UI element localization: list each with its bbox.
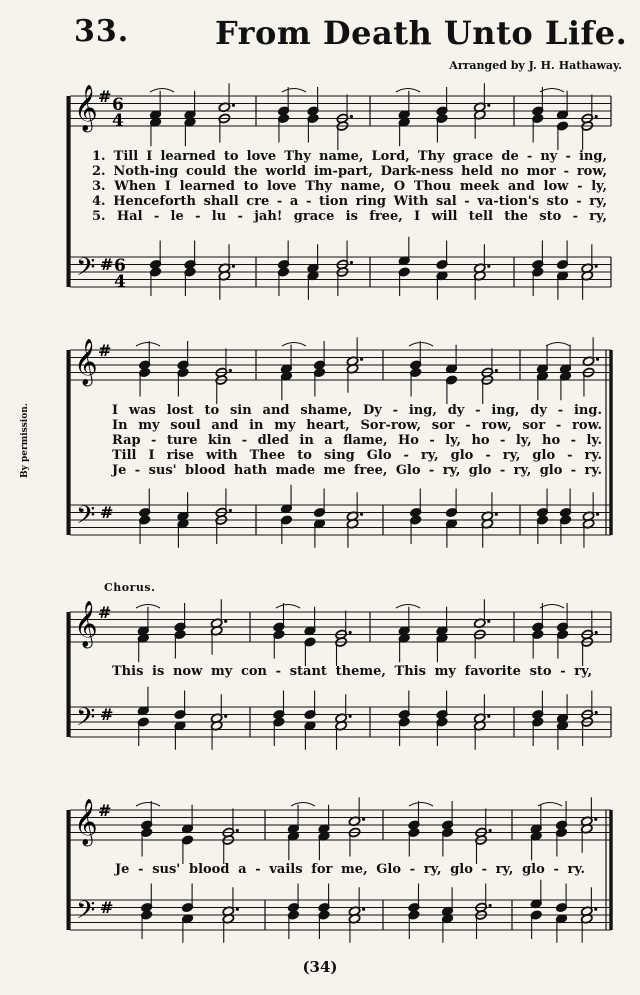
note-dot bbox=[595, 711, 598, 714]
treble-clef: 𝄞 bbox=[74, 799, 98, 845]
note-dot bbox=[349, 715, 352, 718]
note-dot bbox=[489, 829, 492, 832]
note-dot bbox=[489, 904, 492, 907]
note-dot bbox=[360, 358, 363, 361]
key-signature-sharp: # bbox=[100, 255, 114, 274]
key-signature-sharp: # bbox=[98, 801, 112, 820]
slur bbox=[150, 89, 174, 93]
key-signature-sharp: # bbox=[98, 87, 112, 106]
bass-clef: 𝄢 bbox=[76, 896, 96, 931]
time-signature-bottom: 4 bbox=[114, 272, 126, 292]
hymn-title: From Death Unto Life. bbox=[215, 14, 628, 52]
treble-clef: 𝄞 bbox=[74, 339, 98, 385]
slur bbox=[136, 803, 160, 807]
permission-note: By permission. bbox=[20, 403, 30, 478]
note-dot bbox=[362, 908, 365, 911]
note-dot bbox=[595, 115, 598, 118]
verse-2-line-2: In my soul and in my heart, Sor-row, sor - row, sor - row. bbox=[112, 418, 602, 433]
slur bbox=[282, 89, 306, 93]
note-dot bbox=[224, 715, 227, 718]
bass-clef: 𝄢 bbox=[76, 501, 96, 536]
note-dot bbox=[229, 509, 232, 512]
verse-3-line-2: Rap - ture kin - dled in a flame, Ho - ly, ho - ly, ho - ly. bbox=[112, 433, 602, 448]
note-dot bbox=[232, 104, 235, 107]
note-dot bbox=[487, 620, 490, 623]
slur bbox=[538, 803, 562, 807]
slur bbox=[282, 343, 306, 347]
page-number: (34) bbox=[302, 958, 338, 976]
note-dot bbox=[224, 620, 227, 623]
bass-clef: 𝄢 bbox=[76, 703, 96, 738]
note-dot bbox=[487, 265, 490, 268]
note-dot bbox=[350, 261, 353, 264]
slur bbox=[396, 605, 420, 609]
note-dot bbox=[360, 513, 363, 516]
time-signature-top: 6 bbox=[112, 95, 124, 115]
verse-3-line-1: 3. When I learned to love Thy name, O Thou meek and low - ly, bbox=[92, 179, 607, 194]
treble-clef: 𝄞 bbox=[74, 85, 98, 131]
note-dot bbox=[232, 265, 235, 268]
verse-1-line-2: I was lost to sin and shame, Dy - ing, dy - ing, dy - ing. bbox=[112, 403, 602, 418]
key-signature-sharp: # bbox=[98, 341, 112, 360]
note-dot bbox=[594, 818, 597, 821]
slur bbox=[409, 803, 433, 807]
note-dot bbox=[236, 908, 239, 911]
note-dot bbox=[349, 631, 352, 634]
slur bbox=[276, 605, 300, 609]
slur bbox=[546, 343, 570, 347]
verse-2-line-1: 2. Noth-ing could the world im-part, Dark-ness held no mor - row, bbox=[92, 164, 607, 179]
verse-4-line-1: 4. Henceforth shall cre - a - tion ring With sal - va-tion's sto - ry, bbox=[92, 194, 607, 209]
note-dot bbox=[495, 369, 498, 372]
note-dot bbox=[495, 513, 498, 516]
verse-4-line-2: Till I rise with Thee to sing Glo - ry, glo - ry, glo - ry. bbox=[112, 448, 602, 463]
note-dot bbox=[487, 104, 490, 107]
treble-clef: 𝄞 bbox=[74, 601, 98, 647]
note-dot bbox=[350, 115, 353, 118]
hymn-number: 33. bbox=[74, 14, 130, 49]
note-dot bbox=[236, 829, 239, 832]
note-dot bbox=[596, 358, 599, 361]
note-dot bbox=[487, 715, 490, 718]
note-dot bbox=[595, 631, 598, 634]
slur bbox=[540, 89, 564, 93]
chorus-line-2: Je - sus' blood a - vails for me, Glo - ry, glo - ry, glo - ry. bbox=[115, 862, 585, 877]
slur bbox=[396, 89, 420, 93]
bass-clef: 𝄢 bbox=[76, 253, 96, 288]
time-signature-top: 6 bbox=[114, 256, 126, 276]
key-signature-sharp: # bbox=[100, 898, 114, 917]
time-signature-bottom: 4 bbox=[112, 111, 124, 131]
verse-5-line-1: 5. Hal - le - lu - jah! grace is free, I will tell the sto - ry, bbox=[92, 209, 607, 224]
note-dot bbox=[594, 908, 597, 911]
verse-1-line-1: 1. Till I learned to love Thy name, Lord, Thy grace de - ny - ing, bbox=[92, 149, 607, 164]
key-signature-sharp: # bbox=[98, 603, 112, 622]
verse-5-line-2: Je - sus' blood hath made me free, Glo - ry, glo - ry, glo - ry. bbox=[112, 463, 602, 478]
note-dot bbox=[362, 818, 365, 821]
chorus-line-1: This is now my con - stant theme, This my favorite sto - ry, bbox=[112, 664, 592, 679]
key-signature-sharp: # bbox=[100, 503, 114, 522]
slur bbox=[136, 343, 160, 347]
arranger-credit: Arranged by J. H. Hathaway. bbox=[449, 59, 622, 72]
chorus-label: Chorus. bbox=[104, 581, 156, 594]
note-dot bbox=[596, 513, 599, 516]
key-signature-sharp: # bbox=[100, 705, 114, 724]
note-dot bbox=[229, 369, 232, 372]
slur bbox=[291, 803, 315, 807]
note-dot bbox=[595, 265, 598, 268]
slur bbox=[409, 343, 433, 347]
slur bbox=[540, 605, 564, 609]
